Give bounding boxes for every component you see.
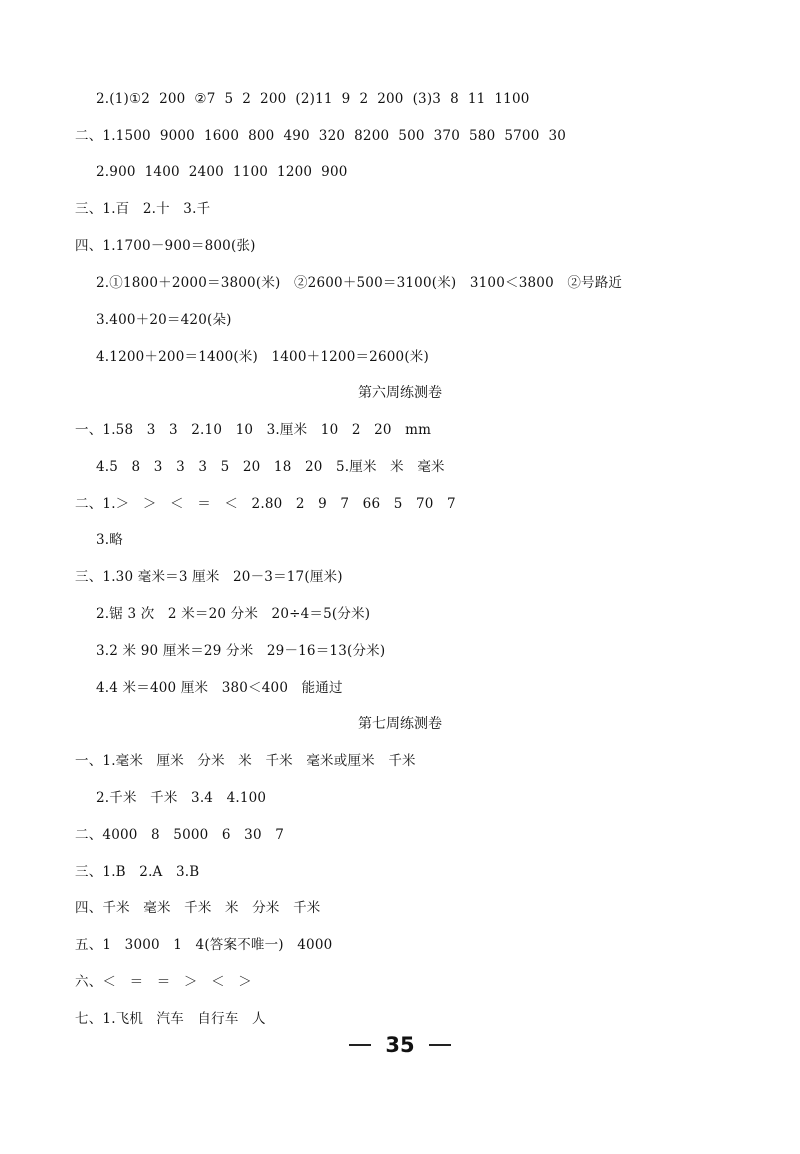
answer-line: 三、1.百 2.十 3.千 [75,201,211,217]
answer-line: 3.2 米 90 厘米＝29 分米 29－16＝13(分米) [96,643,386,659]
page-footer [0,1032,800,1058]
section-title: 第六周练测卷 [358,385,442,401]
answer-line: 一、1.毫米 厘米 分米 米 千米 毫米或厘米 千米 [75,753,416,769]
answer-line: 2.锯 3 次 2 米＝20 分米 20÷4＝5(分米) [96,606,371,622]
answer-line: 四、1.1700－900＝800(张) [75,238,256,254]
footer-dash-left [349,1044,371,1046]
answer-line: 2.①1800＋2000＝3800(米) ②2600＋500＝3100(米) 3100＜3800 ②号路近 [96,275,623,291]
answer-line: 一、1.58 3 3 2.10 10 3.厘米 10 2 20 mm [75,422,432,438]
answer-line: 3.略 [96,532,123,548]
answer-line: 2.(1)①2 200 ②7 5 2 200 (2)11 9 2 200 (3)3 8 11 1100 [96,91,530,107]
footer-dash-right [429,1044,451,1046]
answer-line: 五、1 3000 1 4(答案不唯一) 4000 [75,937,333,953]
answer-line: 二、4000 8 5000 6 30 7 [75,827,285,843]
section-title: 第七周练测卷 [358,716,442,732]
answer-line: 三、1.30 毫米＝3 厘米 20－3＝17(厘米) [75,569,343,585]
answer-line: 2.900 1400 2400 1100 1200 900 [96,164,348,180]
answer-line: 二、1.1500 9000 1600 800 490 320 8200 500 370 580 5700 30 [75,128,567,144]
answer-line: 4.5 8 3 3 3 5 20 18 20 5.厘米 米 毫米 [96,459,445,475]
answer-line: 2.千米 千米 3.4 4.100 [96,790,267,806]
answer-line: 3.400＋20＝420(朵) [96,312,232,328]
answer-line: 三、1.B 2.A 3.B [75,864,200,880]
answer-line: 四、千米 毫米 千米 米 分米 千米 [75,900,321,916]
answer-line: 二、1.＞ ＞ ＜ ＝ ＜ 2.80 2 9 7 66 5 70 7 [75,496,456,512]
answer-line: 4.4 米＝400 厘米 380＜400 能通过 [96,680,343,696]
page-number: 35 [385,1033,415,1057]
answer-line: 七、1.飞机 汽车 自行车 人 [75,1011,266,1027]
answer-line: 4.1200＋200＝1400(米) 1400＋1200＝2600(米) [96,349,429,365]
answer-line: 六、＜ ＝ ＝ ＞ ＜ ＞ [75,974,252,990]
